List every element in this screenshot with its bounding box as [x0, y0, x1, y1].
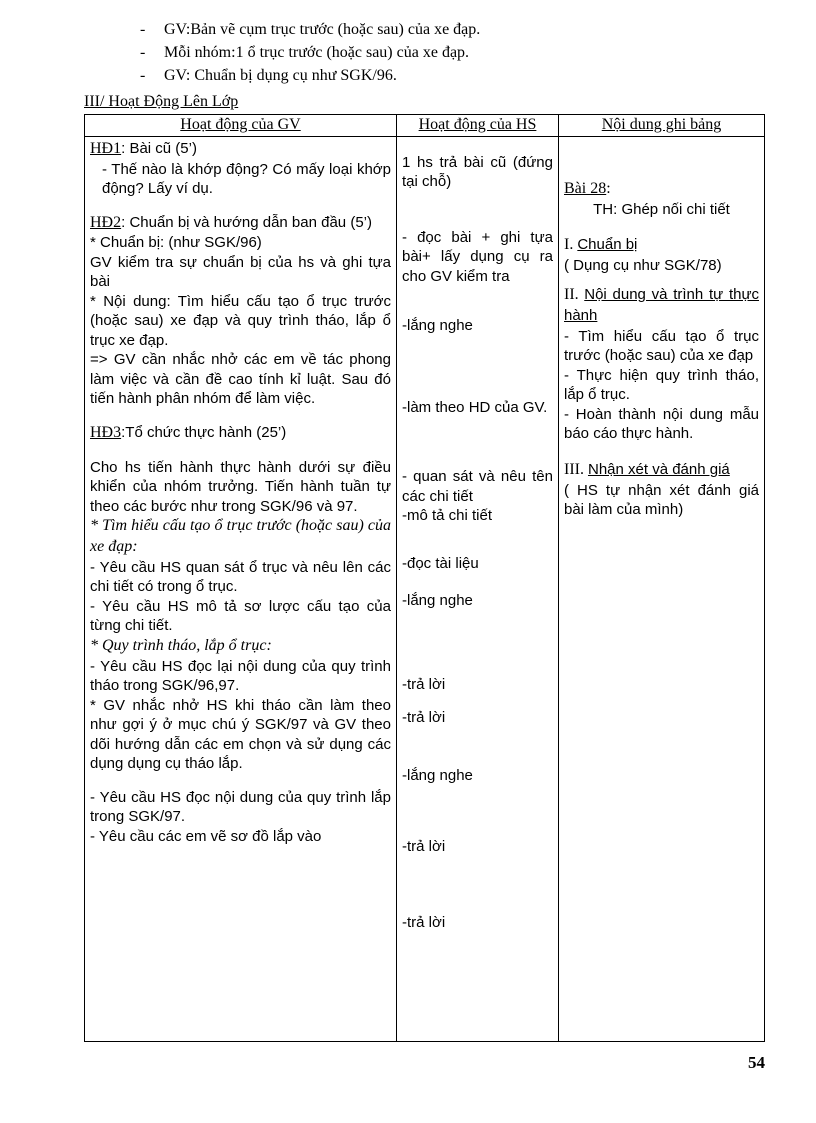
intro-item-text: Mỗi nhóm:1 ổ trục trước (hoặc sau) của xe đạp.	[164, 44, 470, 61]
hd2-check: GV kiểm tra sự chuẩn bị của hs và ghi tựa bài	[90, 253, 391, 291]
board-lesson: Bài 28:	[564, 179, 611, 197]
hs-item: -trả lời	[402, 709, 446, 727]
hs-item: 1 hs trả bài cũ (đứng tại chỗ)	[402, 153, 553, 191]
hd3-sub2: * Quy trình tháo, lắp ổ trục:	[90, 636, 272, 654]
board-section-1: I. Chuẩn bị	[564, 236, 638, 254]
hs-item: -trả lời	[402, 913, 446, 931]
board-section-1-body: ( Dụng cụ như SGK/78)	[564, 256, 722, 274]
hs-item: -lắng nghe	[402, 592, 473, 610]
intro-item-text: GV: Chuẩn bị dụng cụ như SGK/96.	[164, 67, 397, 84]
gv-column	[85, 136, 397, 1041]
header-gv: Hoạt động của GV	[85, 115, 397, 137]
intro-list	[140, 20, 780, 89]
hs-item: -mô tả chi tiết	[402, 507, 493, 525]
hs-item: -làm theo HD của GV.	[402, 398, 548, 416]
board-section-2: II. Nội dung và trình tự thực hành	[564, 286, 759, 325]
hd3-step-c: - Yêu cầu HS đọc lại nội dung của quy trình tháo trong SGK/96,97.	[90, 657, 391, 695]
board-section-3: III. Nhận xét và đánh giá	[564, 460, 730, 478]
hs-item: -trả lời	[402, 838, 446, 856]
intro-item: - GV: Chuẩn bị dụng cụ như SGK/96.	[140, 67, 397, 84]
hd2-content: * Nội dung: Tìm hiểu cấu tạo ổ trục trước (hoặc sau) xe đạp và quy trình tháo, lắp ổ trục xe đạp.	[90, 292, 391, 349]
hs-item: -lắng nghe	[402, 317, 473, 335]
hs-item: -trả lời	[402, 675, 446, 693]
hs-item: - đọc bài + ghi tựa bài+ lấy dụng cụ ra cho GV kiểm tra	[402, 228, 553, 285]
table-row	[85, 136, 765, 1041]
hd2-heading: HĐ2: Chuẩn bị và hướng dẫn ban đầu (5’)	[90, 213, 372, 231]
hd3-step-e: - Yêu cầu HS đọc nội dung của quy trình lắp trong SGK/97.	[90, 788, 391, 826]
hd3-sub1: * Tìm hiểu cấu tạo ổ trục trước (hoặc sau) của xe đạp:	[90, 517, 391, 555]
board-section-2-a: - Tìm hiểu cấu tạo ổ trục trước (hoặc sau) của xe đạp	[564, 327, 759, 365]
hd3-step-f: - Yêu cầu các em vẽ sơ đồ lắp vào	[90, 827, 322, 845]
hd1-question: - Thế nào là khớp động? Có mấy loại khớp động? Lấy ví dụ.	[102, 160, 391, 198]
hd3-step-b: - Yêu cầu HS mô tả sơ lược cấu tạo của từng chi tiết.	[90, 597, 391, 635]
hs-item: - quan sát và nêu tên các chi tiết	[402, 468, 553, 505]
intro-item: - Mỗi nhóm:1 ổ trục trước (hoặc sau) của xe đạp.	[140, 44, 470, 61]
header-hs: Hoạt động của HS	[397, 115, 559, 137]
board-column	[559, 136, 765, 1041]
hd3-step-a: - Yêu cầu HS quan sát ổ trục và nêu lên các chi tiết có trong ổ trục.	[90, 558, 391, 596]
board-section-2-b: - Thực hiện quy trình tháo, lắp ổ trục.	[564, 366, 759, 404]
hd3-heading: HĐ3:Tổ chức thực hành (25’)	[90, 423, 287, 441]
page-number: 54	[748, 1053, 765, 1072]
board-lesson-title: TH: Ghép nối chi tiết	[593, 200, 730, 218]
board-section-2-c: - Hoàn thành nội dung mẫu báo cáo thực hành.	[564, 405, 759, 443]
hs-item: -đọc tài liệu	[402, 554, 479, 572]
board-section-3-body: ( HS tự nhận xét đánh giá bài làm của mình)	[564, 481, 759, 519]
hd2-prep: * Chuẩn bị: (như SGK/96)	[90, 234, 262, 252]
table-header-row	[85, 115, 765, 137]
intro-item-text: GV:Bản vẽ cụm trục trước (hoặc sau) của xe đạp.	[164, 21, 481, 38]
header-board: Nội dung ghi bảng	[559, 115, 765, 137]
hs-column	[397, 136, 559, 1041]
hd3-step-d: * GV nhắc nhở HS khi tháo cần làm theo như gợi ý ở mục chú ý SGK/97 và GV theo dõi hướng dẫn các em chọn và sử dụng các dụng dụng cụ tháo lắp.	[90, 696, 391, 773]
hs-item: -lắng nghe	[402, 766, 473, 784]
lesson-table	[84, 114, 765, 1042]
intro-item: - GV:Bản vẽ cụm trục trước (hoặc sau) của xe đạp.	[140, 21, 481, 38]
hd3-intro: Cho hs tiến hành thực hành dưới sự điều khiển của nhóm trưởng. Tiến hành tuần tự theo các bước như trong SGK/96 và 97.	[90, 458, 391, 515]
hd1-heading: HĐ1: Bài cũ (5’)	[90, 139, 197, 157]
section-title: III/ Hoạt Động Lên Lớp	[84, 93, 239, 110]
hd2-remind: => GV cần nhắc nhở các em về tác phong làm việc và cần đề cao tính kỉ luật. Sau đó tiến hành phân nhóm để làm việc.	[90, 351, 391, 408]
